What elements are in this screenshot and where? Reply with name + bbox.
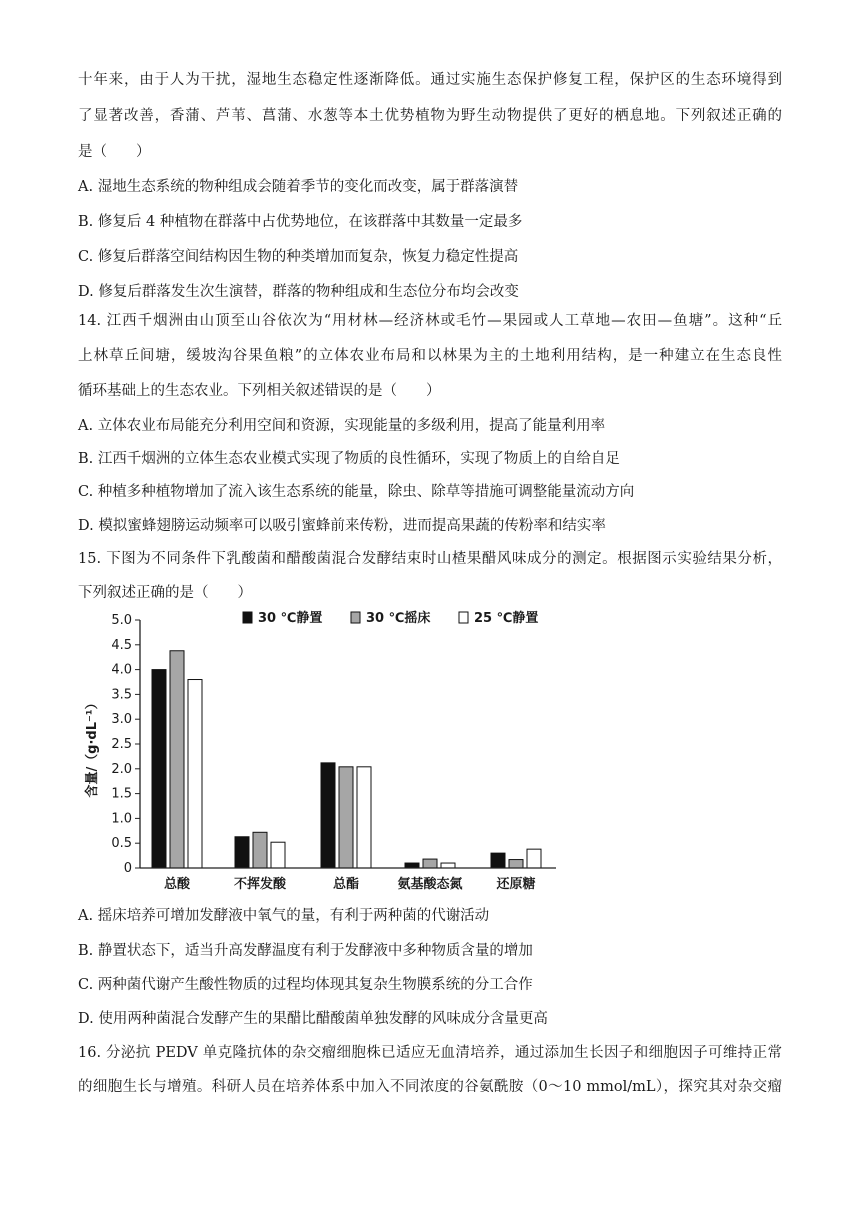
x-category-label: 还原糖 xyxy=(496,877,536,892)
y-tick-label: 2.5 xyxy=(111,737,132,752)
bar-0-3 xyxy=(405,863,419,868)
bar-0-4 xyxy=(491,853,505,868)
y-tick-label: 2.0 xyxy=(111,761,132,777)
y-tick-label: 4.5 xyxy=(111,637,132,653)
bar-1-3 xyxy=(423,859,437,868)
bar-1-1 xyxy=(253,832,267,868)
bar-2-4 xyxy=(527,849,541,868)
bar-marks xyxy=(152,651,541,868)
q14-stem-line-3: 循环基础上的生态农业。下列相关叙述错误的是（ ） xyxy=(78,383,441,399)
legend-label-2: 25 ℃静置 xyxy=(474,611,539,626)
x-category-label: 不挥发酸 xyxy=(233,877,287,892)
q13-option-c[interactable]: C. 修复后群落空间结构因生物的种类增加而复杂，恢复力稳定性提高 xyxy=(78,249,519,265)
legend-swatch-2 xyxy=(459,612,468,623)
chart-legend xyxy=(243,610,538,626)
q15-option-d[interactable]: D. 使用两种菌混合发酵产生的果醋比醋酸菌单独发酵的风味成分含量更高 xyxy=(78,1011,548,1027)
y-axis-label: 含量/（g·dL⁻¹） xyxy=(85,696,100,798)
q14-option-b[interactable]: B. 江西千烟洲的立体生态农业模式实现了物质的良性循环，实现了物质上的自给自足 xyxy=(78,451,620,467)
legend-label-0: 30 ℃静置 xyxy=(258,611,323,626)
q15-option-c[interactable]: C. 两种菌代谢产生酸性物质的过程均体现其复杂生物膜系统的分工合作 xyxy=(78,977,533,993)
q14-option-c[interactable]: C. 种植多种植物增加了流入该生态系统的能量，除虫、除草等措施可调整能量流动方向 xyxy=(78,484,635,500)
q13-option-a[interactable]: A. 湿地生态系统的物种组成会随着季节的变化而改变，属于群落演替 xyxy=(78,179,519,195)
bar-0-1 xyxy=(235,837,249,868)
bar-2-0 xyxy=(188,680,202,868)
y-tick-label: 3.5 xyxy=(111,687,132,703)
q16-stem-line-2: 的细胞生长与增殖。科研人员在培养体系中加入不同浓度的谷氨酰胺（0～10 mmol/mL），探究其对杂交瘤 xyxy=(78,1079,782,1095)
x-category-label: 总酸 xyxy=(163,877,191,892)
q14-option-a[interactable]: A. 立体农业布局能充分利用空间和资源，实现能量的多级利用，提高了能量利用率 xyxy=(78,418,606,434)
y-tick-label: 5.0 xyxy=(111,613,132,628)
bar-2-3 xyxy=(441,863,455,868)
q15-stem-line-1: 15. 下图为不同条件下乳酸菌和醋酸菌混合发酵结束时山楂果醋风味成分的测定。根据图示实验结果分析， xyxy=(78,551,782,567)
q14-option-d[interactable]: D. 模拟蜜蜂翅膀运动频率可以吸引蜜蜂前来传粉，进而提高果蔬的传粉率和结实率 xyxy=(78,518,606,534)
bar-0-0 xyxy=(152,670,166,868)
q13-option-d[interactable]: D. 修复后群落发生次生演替，群落的物种组成和生态位分布均会改变 xyxy=(78,284,519,300)
x-category-label: 总酯 xyxy=(332,877,360,892)
y-tick-label: 4.0 xyxy=(111,662,132,678)
q15-stem-line-2: 下列叙述正确的是（ ） xyxy=(78,585,252,601)
y-tick-label: 1.5 xyxy=(111,786,132,802)
q13-stem-line-3: 是（ ） xyxy=(78,144,151,160)
bar-2-2 xyxy=(357,767,371,868)
bar-0-2 xyxy=(321,763,335,868)
q15-option-a[interactable]: A. 摇床培养可增加发酵液中氧气的量，有利于两种菌的代谢活动 xyxy=(78,908,490,924)
q13-stem-line-2: 了显著改善，香蒲、芦苇、菖蒲、水葱等本土优势植物为野生动物提供了更好的栖息地。下列叙述正确的 xyxy=(78,108,782,124)
bar-1-4 xyxy=(509,860,523,868)
q14-stem-line-2: 上林草丘间塘，缓坡沟谷果鱼粮”的立体农业布局和以林果为主的土地利用结构，是一种建立在生态良性 xyxy=(78,348,782,364)
legend-swatch-0 xyxy=(243,612,252,623)
x-axis-labels xyxy=(164,876,536,892)
q13-stem-line-1: 十年来，由于人为干扰，湿地生态稳定性逐渐降低。通过实施生态保护修复工程，保护区的生态环境得到 xyxy=(78,72,782,88)
y-tick-label: 1.0 xyxy=(111,811,132,827)
y-tick-label: 3.0 xyxy=(111,712,132,728)
q15-option-b[interactable]: B. 静置状态下，适当升高发酵温度有利于发酵液中多种物质含量的增加 xyxy=(78,943,533,959)
x-category-label: 氨基酸态氮 xyxy=(397,877,463,892)
q14-stem-line-1: 14. 江西千烟洲由山顶至山谷依次为“用材林—经济林或毛竹—果园或人工草地—农田—鱼塘”。这种“丘 xyxy=(78,313,782,329)
bar-1-0 xyxy=(170,651,184,868)
y-axis-ticks xyxy=(111,613,140,876)
bar-chart xyxy=(78,602,578,902)
q16-stem-line-1: 16. 分泌抗 PEDV 单克隆抗体的杂交瘤细胞株已适应无血清培养，通过添加生长因子和细胞因子可维持正常 xyxy=(78,1045,782,1061)
legend-swatch-1 xyxy=(351,612,360,623)
y-tick-label: 0.5 xyxy=(111,836,132,852)
bar-1-2 xyxy=(339,767,353,868)
legend-label-1: 30 ℃摇床 xyxy=(366,611,431,626)
bar-2-1 xyxy=(271,842,285,868)
y-tick-label: 0 xyxy=(123,861,132,876)
q13-option-b[interactable]: B. 修复后 4 种植物在群落中占优势地位，在该群落中其数量一定最多 xyxy=(78,214,523,230)
